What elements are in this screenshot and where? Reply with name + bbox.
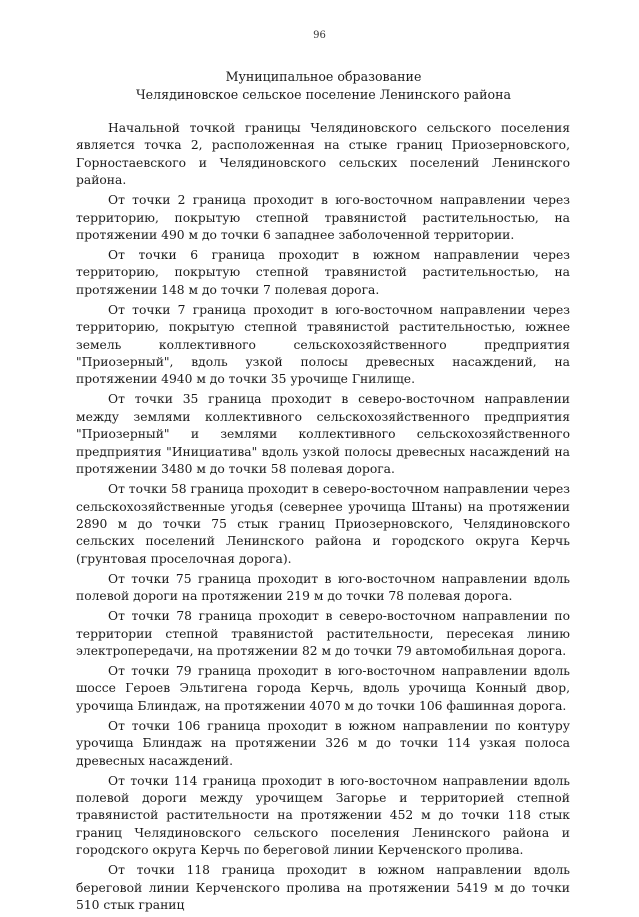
document-body <box>76 120 570 917</box>
paragraph: От точки 75 граница проходит в юго-восточном направлении вдоль полевой дороги на протяжении 219 м до точки 78 полевая дорога. <box>76 571 570 604</box>
heading-line-2: Челядиновское сельское поселение Ленинского района <box>135 87 512 102</box>
page-number: 96 <box>313 30 326 41</box>
paragraph: Начальной точкой границы Челядиновского сельского поселения является точка 2, расположенная на стыке границ Приозерновского, Горностаевского и Челядиновского сельских поселений Ленинского района. <box>76 121 570 188</box>
paragraph: От точки 35 граница проходит в северо-восточном направлении между землями коллективного сельскохозяйственного предприятия "Приозерный" и землями коллективного сельскохозяйственного предприятия "Инициатива" вдоль узкой полосы древесных насаждений на протяжении 3480 м до точки 58 полевая дорога. <box>76 392 570 477</box>
paragraph: От точки 6 граница проходит в южном направлении через территорию, покрытую степной травянистой растительностью, на протяжении 148 м до точки 7 полевая дорога. <box>76 248 570 297</box>
paragraph: От точки 2 граница проходит в юго-восточном направлении через территорию, покрытую степной травянистой растительностью, на протяжении 490 м до точки 6 западнее заболоченной территории. <box>76 193 570 243</box>
paragraph: От точки 7 граница проходит в юго-восточном направлении через территорию, покрытую степной травянистой растительностью, южнее земель коллективного сельскохозяйственного предприятия "Приозерный", вдоль узкой полосы древесных насаждений, на протяжении 4940 м до точки 35 урочище Гнилище. <box>76 302 570 387</box>
paragraph: От точки 58 граница проходит в северо-восточном направлении через сельскохозяйственные угодья (севернее урочища Штаны) на протяжении 2890 м до точки 75 стык границ Приозерновского, Челядиновского сельских поселений Ленинского района и городского округа Керчь (грунтовая проселочная дорога). <box>76 482 570 566</box>
paragraph: От точки 106 граница проходит в южном направлении по контуру урочища Блиндаж на протяжении 326 м до точки 114 узкая полоса древесных насаждений. <box>76 718 570 768</box>
document-heading <box>60 68 587 104</box>
paragraph: От точки 79 граница проходит в юго-восточном направлении вдоль шоссе Героев Эльтигена города Керчь, вдоль урочища Конный двор, урочища Блиндаж, на протяжении 4070 м до точки 106 фашинная дорога. <box>76 663 570 713</box>
paragraph: От точки 78 граница проходит в северо-восточном направлении по территории степной травянистой растительности, пересекая линию электропередачи, на протяжении 82 м до точки 79 автомобильная дорога. <box>76 609 570 658</box>
paragraph: От точки 118 граница проходит в южном направлении вдоль береговой линии Керченского пролива на протяжении 5419 м до точки 510 стык границ <box>76 863 570 912</box>
heading-line-1: Муниципальное образование <box>225 69 422 84</box>
paragraph: От точки 114 граница проходит в юго-восточном направлении вдоль полевой дороги между урочищем Загорье и территорией степной травянистой растительности на протяжении 452 м до точки 118 стык границ Челядиновского сельского поселения Ленинского района и городского округа Керчь по береговой линии Керченского пролива. <box>76 773 570 858</box>
